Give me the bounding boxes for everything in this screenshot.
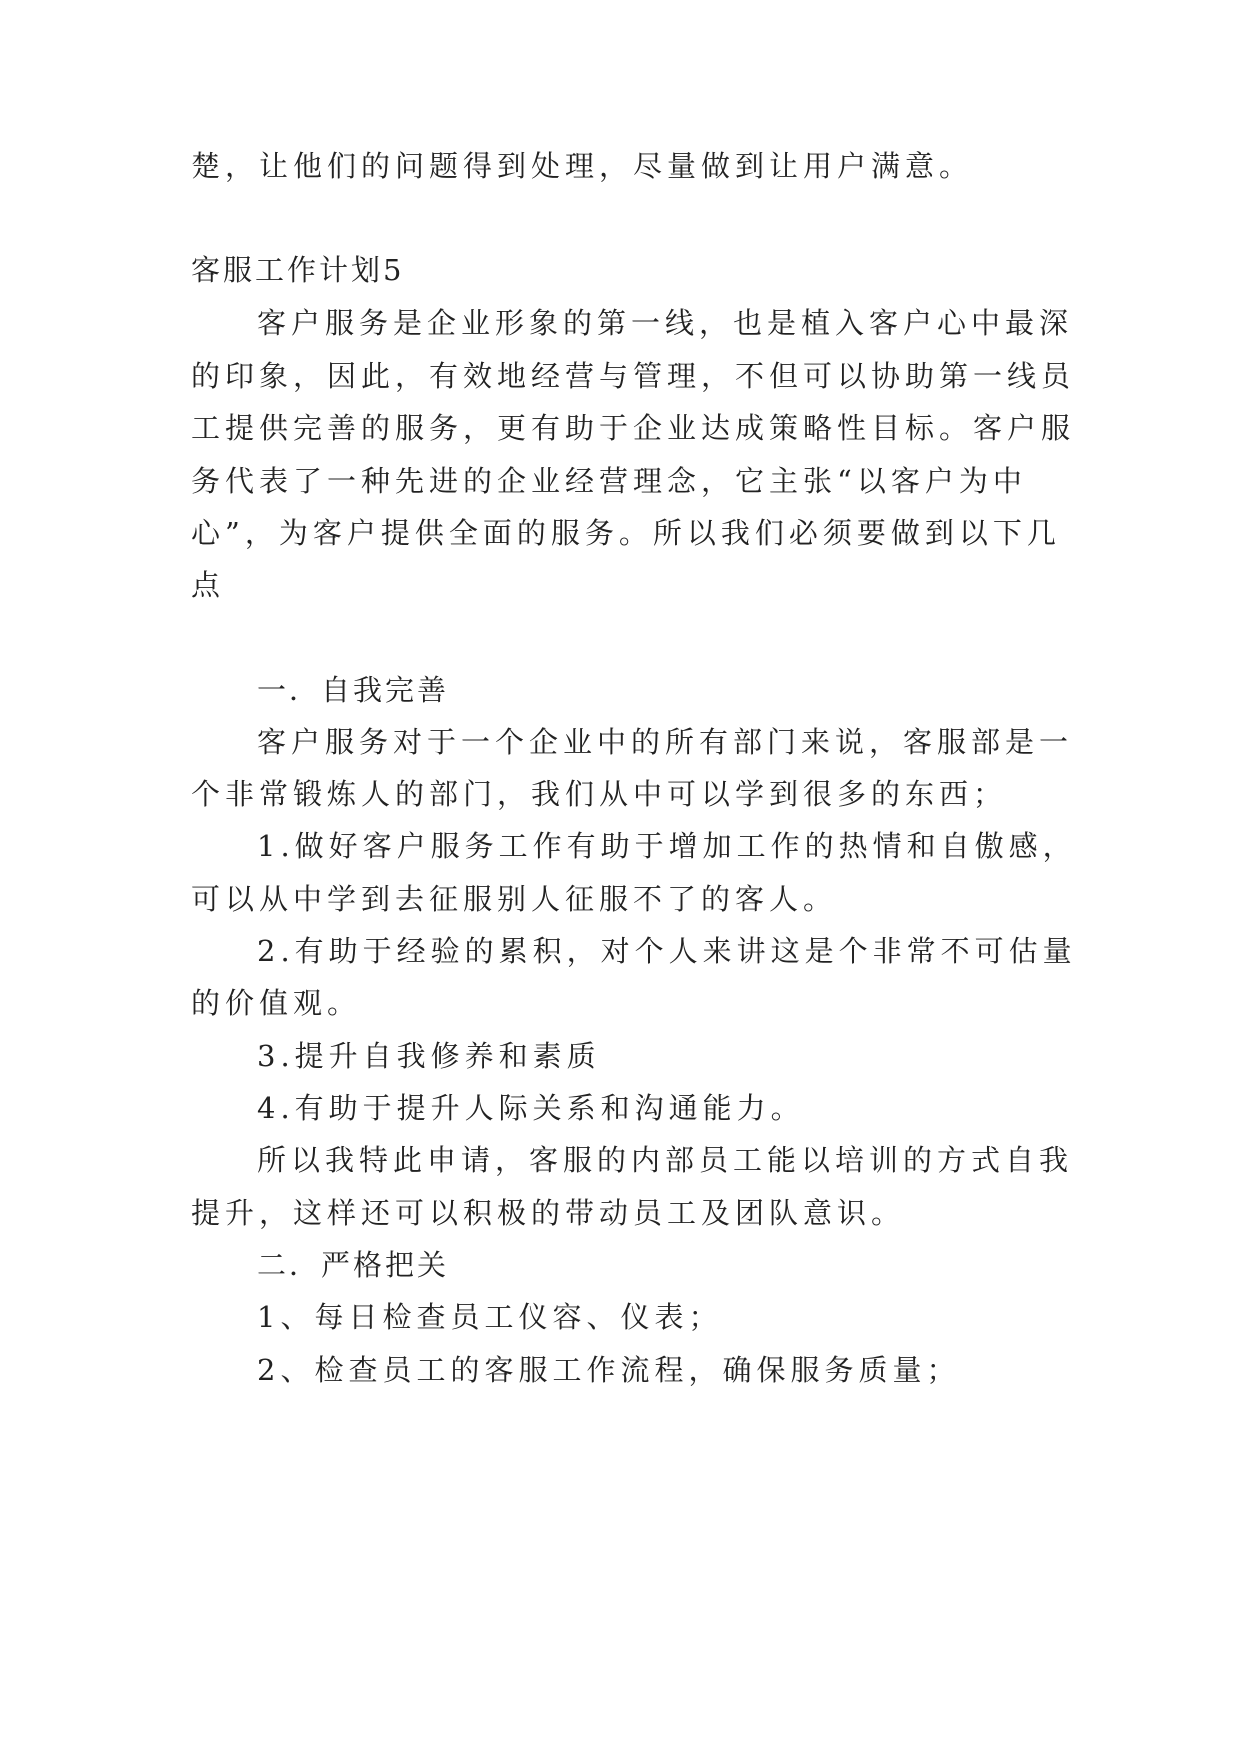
paragraph-line: 务代表了一种先进的企业经营理念，它主张“以客户为中 xyxy=(191,464,1027,498)
paragraph-line: 的印象，因此，有效地经营与管理，不但可以协助第一线员 xyxy=(191,359,1076,393)
list-item: 1、每日检查员工仪容、仪表； xyxy=(257,1300,723,1334)
paragraph-line: 所以我特此申请，客服的内部员工能以培训的方式自我 xyxy=(257,1143,1074,1177)
paragraph-line: 客户服务对于一个企业中的所有部门来说，客服部是一 xyxy=(257,725,1074,759)
paragraph-line: 可以从中学到去征服别人征服不了的客人。 xyxy=(191,882,838,916)
paragraph-line: 心”，为客户提供全面的服务。所以我们必须要做到以下几 xyxy=(191,516,1061,550)
list-item: 2.有助于经验的累积，对个人来讲这是个非常不可估量 xyxy=(257,934,1077,968)
subsection-heading: 一．自我完善 xyxy=(257,673,450,707)
section-title: 客服工作计划5 xyxy=(191,253,405,287)
list-item: 4.有助于提升人际关系和沟通能力。 xyxy=(257,1091,805,1125)
list-item: 3.提升自我修养和素质 xyxy=(257,1039,601,1073)
paragraph-line: 提升，这样还可以积极的带动员工及团队意识。 xyxy=(191,1196,906,1230)
paragraph-line: 点 xyxy=(191,568,226,602)
list-item: 1.做好客户服务工作有助于增加工作的热情和自傲感， xyxy=(257,829,1077,863)
subsection-heading: 二．严格把关 xyxy=(257,1248,450,1282)
paragraph-line: 工提供完善的服务，更有助于企业达成策略性目标。客户服 xyxy=(191,411,1076,445)
list-item: 2、检查员工的客服工作流程，确保服务质量； xyxy=(257,1353,961,1387)
paragraph-line: 楚，让他们的问题得到处理，尽量做到让用户满意。 xyxy=(191,149,974,183)
paragraph-line: 个非常锻炼人的部门，我们从中可以学到很多的东西； xyxy=(191,777,1008,811)
paragraph-line: 的价值观。 xyxy=(191,986,362,1020)
paragraph-line: 客户服务是企业形象的第一线，也是植入客户心中最深 xyxy=(257,306,1074,340)
